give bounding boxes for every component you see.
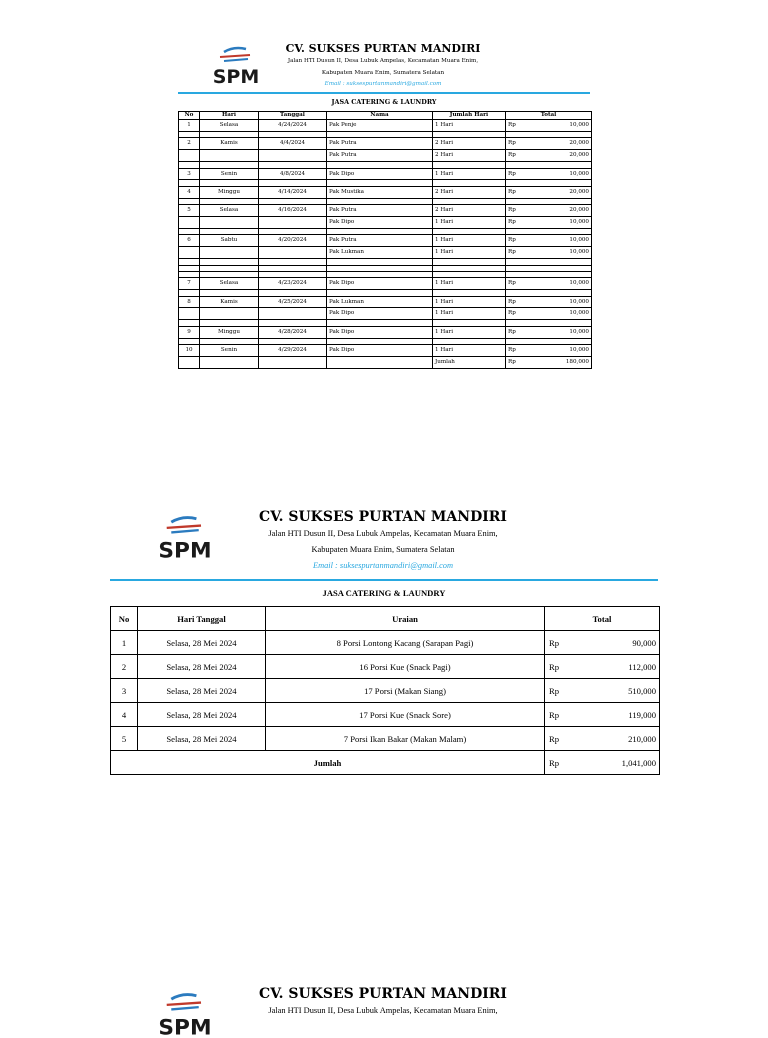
cell-no: 1 <box>111 631 138 655</box>
cell-uraian: 16 Porsi Kue (Snack Pagi) <box>266 655 545 679</box>
table-row <box>179 296 592 308</box>
table-row <box>111 655 660 679</box>
cell-total: 119,000 <box>589 703 660 727</box>
cell-currency: Rp <box>506 186 528 198</box>
cell-currency: Rp <box>506 278 528 290</box>
col-header-no: No <box>179 112 200 120</box>
doc2-header-row <box>111 607 660 631</box>
company-address-line2: Kabupaten Muara Enim, Sumatera Selatan <box>311 545 455 554</box>
col-header-jumlah-hari: Jumlah Hari <box>433 112 506 120</box>
cell-tanggal: 4/25/2024 <box>259 296 327 308</box>
cell-jumlah-hari: 1 Hari <box>433 296 506 308</box>
cell-hari-tanggal: Selasa, 28 Mei 2024 <box>138 655 266 679</box>
cell-total: 20,000 <box>528 138 592 150</box>
cell-no: 7 <box>179 278 200 290</box>
cell-nama <box>327 356 433 368</box>
cell-total: 10,000 <box>528 326 592 338</box>
svg-text:SPM: SPM <box>212 66 260 86</box>
cell-nama: Pak Putra <box>327 138 433 150</box>
cell-currency: Rp <box>545 655 589 679</box>
cell-nama: Pak Penje <box>327 120 433 132</box>
cell-hari: Minggu <box>200 186 259 198</box>
table-row <box>179 150 592 162</box>
cell-currency: Rp <box>506 205 528 217</box>
cell-jumlah-hari: 1 Hari <box>433 168 506 180</box>
cell-tanggal <box>259 308 327 320</box>
cell-total: 20,000 <box>528 186 592 198</box>
table-row <box>179 278 592 290</box>
cell-hari <box>200 150 259 162</box>
cell-hari: Senin <box>200 168 259 180</box>
cell-uraian: 7 Porsi Ikan Bakar (Makan Malam) <box>266 727 545 751</box>
cell-currency: Rp <box>506 217 528 229</box>
cell-tanggal: 4/16/2024 <box>259 205 327 217</box>
cell-currency: Rp <box>545 703 589 727</box>
cell-hari <box>200 247 259 259</box>
cell-total: 10,000 <box>528 308 592 320</box>
company-email: Email : suksespurtanmandiri@gmail.com <box>312 561 454 570</box>
cell-nama: Pak Dipo <box>327 308 433 320</box>
cell-hari: Kamis <box>200 296 259 308</box>
table-row <box>179 345 592 357</box>
cell-currency: Rp <box>545 631 589 655</box>
cell-currency: Rp <box>506 326 528 338</box>
cell-currency: Rp <box>506 235 528 247</box>
spm-logo-icon <box>152 513 218 561</box>
cell-total: 180,000 <box>528 356 592 368</box>
cell-no: 4 <box>111 703 138 727</box>
cell-no: 1 <box>179 120 200 132</box>
cell-tanggal: 4/20/2024 <box>259 235 327 247</box>
cell-total: 112,000 <box>589 655 660 679</box>
cell-nama: Pak Mustika <box>327 186 433 198</box>
cell-currency: Rp <box>506 120 528 132</box>
cell-hari <box>200 217 259 229</box>
cell-jumlah-hari: 1 Hari <box>433 120 506 132</box>
cell-nama: Pak Lukman <box>327 296 433 308</box>
cell-hari: Sabtu <box>200 235 259 247</box>
cell-tanggal: 4/8/2024 <box>259 168 327 180</box>
cell-total: 10,000 <box>528 278 592 290</box>
cell-total: 10,000 <box>528 120 592 132</box>
cell-jumlah-hari: Jumlah <box>433 356 506 368</box>
company-name: CV. SUKSES PURTAN MANDIRI <box>285 42 481 55</box>
cell-hari: Selasa <box>200 205 259 217</box>
table-row <box>179 247 592 259</box>
cell-hari: Selasa <box>200 120 259 132</box>
cell-tanggal <box>259 150 327 162</box>
col-header-total: Total <box>545 607 660 631</box>
cell-no <box>179 150 200 162</box>
cell-jumlah-hari: 2 Hari <box>433 150 506 162</box>
cell-jumlah-hari: 1 Hari <box>433 217 506 229</box>
cell-no: 6 <box>179 235 200 247</box>
cell-total: 10,000 <box>528 217 592 229</box>
cell-tanggal: 4/29/2024 <box>259 345 327 357</box>
cell-jumlah-hari: 2 Hari <box>433 186 506 198</box>
table-row <box>179 120 592 132</box>
cell-hari <box>200 356 259 368</box>
cell-nama: Pak Dipo <box>327 326 433 338</box>
total-currency: Rp <box>545 751 589 775</box>
cell-no: 4 <box>179 186 200 198</box>
cell-tanggal <box>259 217 327 229</box>
company-logo <box>152 513 218 561</box>
col-header-no: No <box>111 607 138 631</box>
doc2-total-row <box>111 751 660 775</box>
table-row <box>179 356 592 368</box>
cell-currency: Rp <box>506 345 528 357</box>
svg-text:SPM: SPM <box>158 1015 212 1038</box>
cell-currency: Rp <box>506 150 528 162</box>
table-row <box>179 235 592 247</box>
cell-no: 5 <box>111 727 138 751</box>
table-row <box>179 205 592 217</box>
cell-nama: Pak Putra <box>327 150 433 162</box>
company-email: Email : suksespurtanmandiri@gmail.com <box>324 81 442 87</box>
cell-no: 2 <box>179 138 200 150</box>
cell-tanggal: 4/23/2024 <box>259 278 327 290</box>
company-logo <box>152 990 218 1038</box>
cell-tanggal: 4/24/2024 <box>259 120 327 132</box>
cell-tanggal: 4/14/2024 <box>259 186 327 198</box>
col-header-tanggal: Tanggal <box>259 112 327 120</box>
cell-nama: Pak Putra <box>327 205 433 217</box>
cell-hari: Minggu <box>200 326 259 338</box>
table-row <box>179 217 592 229</box>
cell-currency: Rp <box>506 247 528 259</box>
cell-total: 10,000 <box>528 168 592 180</box>
doc1-subtitle: JASA CATERING & LAUNDRY <box>331 98 437 106</box>
cell-jumlah-hari: 1 Hari <box>433 247 506 259</box>
cell-tanggal <box>259 247 327 259</box>
cell-total: 10,000 <box>528 247 592 259</box>
cell-nama: Pak Dipo <box>327 345 433 357</box>
cell-nama: Pak Dipo <box>327 168 433 180</box>
table-row <box>111 703 660 727</box>
cell-no: 10 <box>179 345 200 357</box>
cell-no <box>179 356 200 368</box>
spm-logo-icon <box>152 990 218 1038</box>
doc2-table <box>110 606 660 775</box>
total-amount: 1,041,000 <box>589 751 660 775</box>
doc2-table-body <box>111 631 660 751</box>
cell-currency: Rp <box>506 138 528 150</box>
table-row <box>179 138 592 150</box>
cell-currency: Rp <box>545 727 589 751</box>
table-row <box>179 168 592 180</box>
cell-total: 510,000 <box>589 679 660 703</box>
company-name: CV. SUKSES PURTAN MANDIRI <box>259 986 507 1002</box>
company-name: CV. SUKSES PURTAN MANDIRI <box>259 509 507 525</box>
col-header-hari-tanggal: Hari Tanggal <box>138 607 266 631</box>
cell-jumlah-hari: 1 Hari <box>433 235 506 247</box>
doc1-table <box>178 111 592 369</box>
company-address-line2: Kabupaten Muara Enim, Sumatera Selatan <box>321 70 445 76</box>
cell-nama: Pak Dipo <box>327 278 433 290</box>
cell-no: 3 <box>111 679 138 703</box>
col-header-hari: Hari <box>200 112 259 120</box>
cell-currency: Rp <box>506 308 528 320</box>
cell-total: 90,000 <box>589 631 660 655</box>
cell-hari: Senin <box>200 345 259 357</box>
doc1-table-body <box>179 120 592 369</box>
col-header-total: Total <box>506 112 592 120</box>
cell-jumlah-hari: 2 Hari <box>433 138 506 150</box>
cell-uraian: 17 Porsi (Makan Siang) <box>266 679 545 703</box>
cell-no <box>179 217 200 229</box>
cell-no: 2 <box>111 655 138 679</box>
table-row <box>179 308 592 320</box>
cell-currency: Rp <box>545 679 589 703</box>
table-row <box>111 631 660 655</box>
table-row <box>111 679 660 703</box>
cell-currency: Rp <box>506 168 528 180</box>
cell-no: 8 <box>179 296 200 308</box>
cell-jumlah-hari: 1 Hari <box>433 308 506 320</box>
cell-no: 9 <box>179 326 200 338</box>
cell-hari: Selasa <box>200 278 259 290</box>
cell-tanggal <box>259 356 327 368</box>
cell-jumlah-hari: 1 Hari <box>433 326 506 338</box>
cell-hari <box>200 308 259 320</box>
cell-jumlah-hari: 1 Hari <box>433 278 506 290</box>
col-header-nama: Nama <box>327 112 433 120</box>
cell-hari-tanggal: Selasa, 28 Mei 2024 <box>138 679 266 703</box>
cell-jumlah-hari: 2 Hari <box>433 205 506 217</box>
cell-no: 5 <box>179 205 200 217</box>
company-address-line1: Jalan HTI Dusun II, Desa Lubuk Ampelas, Kecamatan Muara Enim, <box>268 529 498 538</box>
doc1-header-row <box>179 112 592 120</box>
cell-no: 3 <box>179 168 200 180</box>
cell-total: 10,000 <box>528 235 592 247</box>
header-divider <box>178 92 590 94</box>
cell-hari: Kamis <box>200 138 259 150</box>
cell-nama: Pak Dipo <box>327 217 433 229</box>
cell-hari-tanggal: Selasa, 28 Mei 2024 <box>138 727 266 751</box>
svg-text:SPM: SPM <box>158 538 212 561</box>
cell-total: 20,000 <box>528 150 592 162</box>
cell-uraian: 17 Porsi Kue (Snack Sore) <box>266 703 545 727</box>
company-address-line1: Jalan HTI Dusun II, Desa Lubuk Ampelas, Kecamatan Muara Enim, <box>287 58 479 64</box>
cell-jumlah-hari: 1 Hari <box>433 345 506 357</box>
cell-total: 210,000 <box>589 727 660 751</box>
cell-no <box>179 308 200 320</box>
company-address-line1: Jalan HTI Dusun II, Desa Lubuk Ampelas, Kecamatan Muara Enim, <box>268 1006 498 1015</box>
cell-currency: Rp <box>506 356 528 368</box>
cell-tanggal: 4/28/2024 <box>259 326 327 338</box>
col-header-uraian: Uraian <box>266 607 545 631</box>
table-row <box>179 186 592 198</box>
cell-no <box>179 247 200 259</box>
cell-currency: Rp <box>506 296 528 308</box>
cell-total: 10,000 <box>528 345 592 357</box>
cell-total: 20,000 <box>528 205 592 217</box>
cell-hari-tanggal: Selasa, 28 Mei 2024 <box>138 631 266 655</box>
cell-tanggal: 4/4/2024 <box>259 138 327 150</box>
cell-total: 10,000 <box>528 296 592 308</box>
cell-nama: Pak Putra <box>327 235 433 247</box>
doc2-subtitle: JASA CATERING & LAUNDRY <box>322 588 446 598</box>
cell-uraian: 8 Porsi Lontong Kacang (Sarapan Pagi) <box>266 631 545 655</box>
header-divider <box>110 579 658 581</box>
table-row <box>111 727 660 751</box>
total-label: Jumlah <box>111 751 545 775</box>
cell-nama: Pak Lukman <box>327 247 433 259</box>
cell-hari-tanggal: Selasa, 28 Mei 2024 <box>138 703 266 727</box>
table-row <box>179 326 592 338</box>
